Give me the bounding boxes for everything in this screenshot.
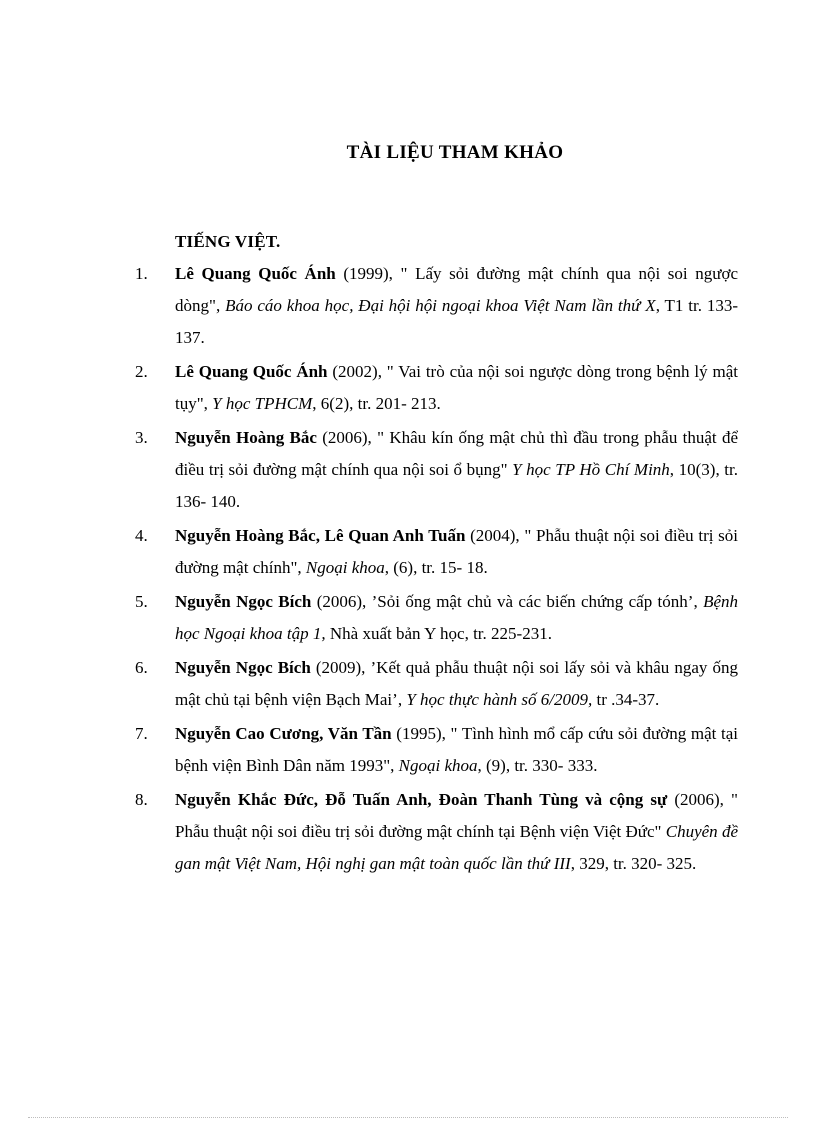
reference-number: 8. [135,790,148,809]
reference-text: (2004), " Phẫu thuật nội soi điều trị sỏi đường mật chính", [175,526,738,577]
reference-authors: Nguyễn Ngọc Bích [175,592,312,611]
reference-authors: Nguyễn Cao Cương, Văn Tần [175,724,392,743]
reference-item [0,356,738,420]
reference-number: 6. [135,658,148,677]
reference-authors: Nguyễn Hoàng Bắc, Lê Quan Anh Tuấn [175,526,466,545]
reference-number: 5. [135,592,148,611]
reference-list [0,258,816,882]
reference-source: Ngoại khoa [305,558,385,577]
reference-item [0,422,738,518]
page-bottom-divider [28,1117,788,1118]
reference-source: Y học thực hành số 6/2009, [406,690,593,709]
reference-text: (2006), " Phẫu thuật nội soi điều trị sỏi đường mật chính tại Bệnh viện Việt Đức" [175,790,738,841]
reference-item [0,586,738,650]
reference-source: Y học TPHCM [212,394,313,413]
reference-item [0,784,738,880]
reference-source: Ngoại khoa [398,756,478,775]
reference-text: (2009), ’Kết quả phẫu thuật nội soi lấy sỏi và khâu ngay ống mật chủ tại bệnh viện Bạch Mai’, [175,658,738,709]
reference-authors: Nguyễn Hoàng Bắc [175,428,317,447]
reference-text: (2002), " Vai trò của nội soi ngược dòng trong bệnh lý mật tụy", [175,362,738,413]
reference-authors: Lê Quang Quốc Ánh [175,264,336,283]
reference-authors: Nguyễn Ngọc Bích [175,658,311,677]
reference-details: , (6), tr. 15- 18. [384,558,488,577]
reference-source: Bệnh học Ngoại khoa tập 1, [175,592,738,643]
reference-text: (1999), " Lấy sỏi đường mật chính qua nội soi ngược dòng", [175,264,738,315]
reference-source: Y học TP Hồ Chí Minh [512,460,670,479]
reference-details: , 6(2), tr. 201- 213. [312,394,441,413]
reference-item [0,652,738,716]
page-title: TÀI LIỆU THAM KHẢO [346,142,564,163]
reference-source: Chuyên đề gan mật Việt Nam, Hội nghị gan mật toàn quốc lần thứ III [175,822,738,873]
reference-details: Nhà xuất bản Y học, tr. 225-231. [325,624,552,643]
reference-authors: Nguyễn Khắc Đức, Đỗ Tuấn Anh, Đoàn Thanh Tùng và cộng sự [175,790,668,809]
reference-details: , T1 tr. 133- 137. [175,296,738,347]
reference-source: Báo cáo khoa học, Đại hội hội ngoại khoa Việt Nam lần thứ X [225,296,656,315]
reference-authors: Lê Quang Quốc Ánh [175,362,328,381]
reference-item [0,718,738,782]
reference-details: , 329, tr. 320- 325. [570,854,697,873]
reference-details: tr .34-37. [592,690,660,709]
reference-text: (2006), ’Sỏi ống mật chủ và các biến chứng cấp tónh’, [311,592,704,611]
reference-item [0,520,738,584]
reference-number: 4. [135,526,148,545]
reference-text: (2006), " Khâu kín ống mật chủ thì đầu trong phẫu thuật để điều trị sỏi đường mật chính qua nội soi ổ bụng" [175,428,738,479]
reference-details: , (9), tr. 330- 333. [477,756,598,775]
reference-item [0,258,738,354]
reference-number: 3. [135,428,148,447]
section-heading: TIẾNG VIỆT. [175,232,281,251]
reference-number: 7. [135,724,148,743]
reference-details: , 10(3), tr. 136- 140. [175,460,738,511]
reference-number: 2. [135,362,148,381]
reference-text: (1995), " Tình hình mổ cấp cứu sỏi đường mật tại bệnh viện Bình Dân năm 1993", [175,724,738,775]
reference-number: 1. [135,264,148,283]
